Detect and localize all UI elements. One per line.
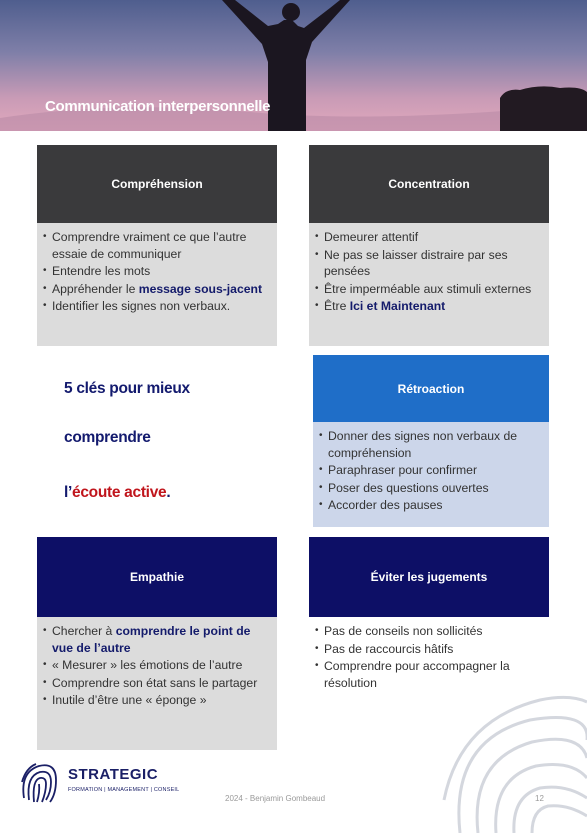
list-item: • Pas de conseils non sollicités [315,623,541,640]
list-item-text: Être [324,299,350,314]
card-concentration-body [309,223,549,346]
list-item: • Inutile d’être une « éponge » [43,692,269,709]
headline-highlight: écoute active [72,484,167,501]
list-item: • Accorder des pauses [319,497,541,514]
list-item: • Donner des signes non verbaux de compréhension [319,428,541,461]
card-comprehension-title: Compréhension [37,145,277,223]
card-concentration-title: Concentration [309,145,549,223]
list-item-text: Appréhender le [52,281,139,296]
strategic-logo-icon [18,758,60,806]
brand-name: STRATEGIC [68,766,159,783]
headline-line-1: 5 clés pour mieux [64,380,190,397]
fingerprint-icon [440,680,587,833]
list-item: • « Mesurer » les émotions de l’autre [43,657,269,674]
list-item: • Entendre les mots [43,263,269,280]
list-item: • Demeurer attentif [315,229,541,246]
list-item-text: Chercher à [52,624,116,638]
card-empathie-title: Empathie [37,537,277,617]
brand-tagline: FORMATION | MANAGEMENT | CONSEIL [68,787,180,793]
headline-line-2: comprendre [64,429,151,446]
card-jugements-title: Éviter les jugements [309,537,549,617]
list-item: • Identifier les signes non verbaux. [43,298,269,315]
card-comprehension [37,145,277,346]
list-item: • Comprendre vraiment ce que l’autre essaie de communiquer [43,229,269,262]
list-item [43,623,269,656]
hero-banner [0,0,587,131]
list-item: • Ne pas se laisser distraire par ses pensées [315,247,541,280]
headline-line-3 [64,484,170,502]
list-item: • Comprendre son état sans le partager [43,675,269,692]
card-retroaction [313,355,549,527]
list-item: • Poser des questions ouvertes [319,480,541,497]
list-item [315,298,541,315]
page-title: Communication interpersonnelle [45,98,271,115]
card-comprehension-body [37,223,277,346]
footer-credit: 2024 - Benjamin Gombeaud [225,794,326,803]
card-retroaction-body [313,422,549,527]
card-concentration [309,145,549,346]
highlight-text: Ici et Maintenant [349,299,446,314]
headline-text: . [166,484,171,501]
list-item: • Comprendre pour accompagner la résolution [315,658,541,691]
page-number: 12 [535,794,544,803]
highlight-text: comprendre le point de vue de l’autre [52,624,251,655]
card-empathie [37,537,277,750]
list-item: • Être imperméable aux stimuli externes [315,281,541,298]
list-item [43,281,269,298]
list-item: • Pas de raccourcis hâtifs [315,641,541,658]
card-empathie-body [37,617,277,750]
card-retroaction-title: Rétroaction [313,355,549,422]
list-item: • Paraphraser pour confirmer [319,462,541,479]
highlight-text: message sous-jacent [138,281,263,296]
headline-text: l’ [64,484,73,501]
